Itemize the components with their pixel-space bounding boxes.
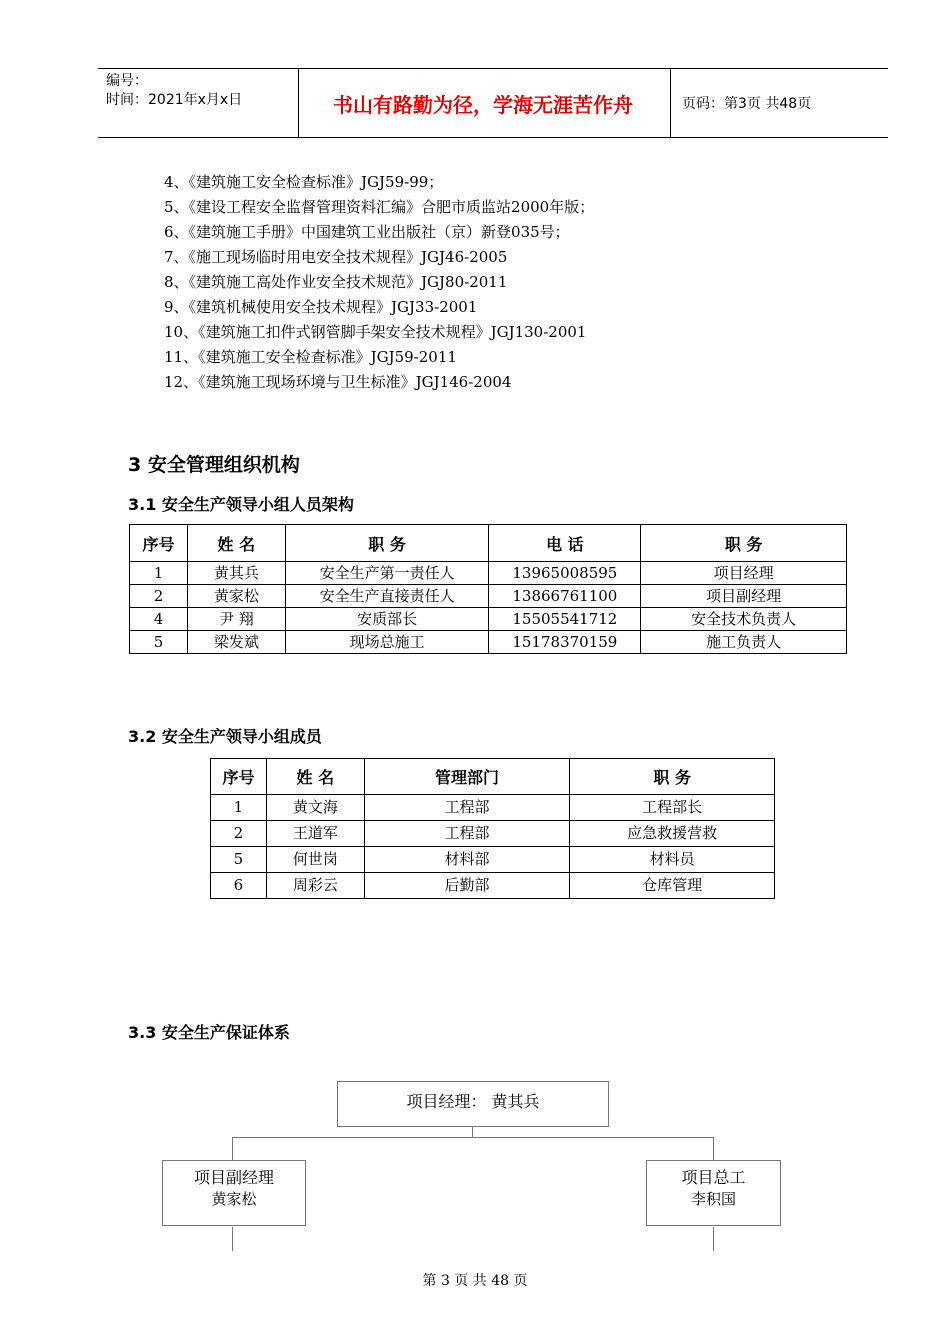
subsection-heading: 3.3 安全生产保证体系 — [128, 1023, 290, 1042]
org-connector — [713, 1227, 714, 1251]
table-cell: 4 — [130, 608, 188, 631]
org-box-name: 黄家松 — [211, 1190, 257, 1208]
header-page-info: 页码：第3页 共48页 — [682, 96, 812, 112]
table-cell: 工程部 — [364, 795, 570, 821]
reference-item: 12、《建筑施工现场环境与卫生标准》JGJ146-2004 — [164, 373, 512, 391]
column-header: 序号 — [130, 525, 188, 562]
table-cell: 安质部长 — [285, 608, 489, 631]
table-header-row — [211, 759, 775, 795]
table-cell: 应急救援营救 — [570, 821, 775, 847]
table-cell: 工程部长 — [570, 795, 775, 821]
table-cell: 13965008595 — [489, 562, 641, 585]
table-cell: 2 — [211, 821, 267, 847]
column-header: 管理部门 — [364, 759, 570, 795]
org-connector — [232, 1137, 714, 1138]
table-cell: 后勤部 — [364, 873, 570, 899]
column-header: 姓 名 — [266, 759, 364, 795]
table-cell: 5 — [130, 631, 188, 654]
table-row — [130, 585, 847, 608]
reference-item: 9、《建筑机械使用安全技术规程》JGJ33-2001 — [164, 298, 478, 316]
table-cell: 安全技术负责人 — [641, 608, 847, 631]
reference-item: 10、《建筑施工扣件式钢管脚手架安全技术规程》JGJ130-2001 — [164, 323, 587, 341]
page-footer: 第 3 页 共 48 页 — [422, 1273, 528, 1289]
reference-item: 5、《建设工程安全监督管理资料汇编》合肥市质监站2000年版； — [164, 198, 595, 216]
table-cell: 现场总施工 — [285, 631, 489, 654]
table-row — [211, 873, 775, 899]
org-connector — [232, 1227, 233, 1251]
reference-list — [164, 170, 594, 395]
table-cell: 黄其兵 — [187, 562, 285, 585]
table-cell: 15505541712 — [489, 608, 641, 631]
table-cell: 周彩云 — [266, 873, 364, 899]
table-cell: 仓库管理 — [570, 873, 775, 899]
subsection-heading: 3.2 安全生产领导小组成员 — [128, 727, 322, 746]
table-cell: 黄文海 — [266, 795, 364, 821]
column-header: 职 务 — [641, 525, 847, 562]
org-connector — [472, 1126, 473, 1137]
header-divider — [670, 69, 671, 137]
table-cell: 15178370159 — [489, 631, 641, 654]
table-row — [211, 795, 775, 821]
org-box-title: 项目副经理 — [193, 1168, 274, 1187]
reference-item: 6、《建筑施工手册》中国建筑工业出版社（京）新登035号； — [164, 223, 570, 241]
time-label: 时间：2021年x月x日 — [106, 92, 243, 108]
table-cell: 材料员 — [570, 847, 775, 873]
table-cell: 13866761100 — [489, 585, 641, 608]
leadership-structure-table — [129, 524, 847, 654]
org-connector — [713, 1137, 714, 1161]
code-label: 编号： — [106, 73, 148, 89]
table-cell: 项目经理 — [641, 562, 847, 585]
leadership-members-table — [210, 758, 775, 899]
org-box-project-manager — [337, 1081, 609, 1127]
page-header — [98, 68, 888, 138]
table-row — [211, 847, 775, 873]
header-motto: 书山有路勤为径，学海无涯苦作舟 — [333, 93, 633, 117]
org-box-deputy-manager — [162, 1160, 306, 1226]
table-cell: 安全生产直接责任人 — [285, 585, 489, 608]
table-cell: 施工负责人 — [641, 631, 847, 654]
column-header: 职 务 — [285, 525, 489, 562]
table-row — [130, 608, 847, 631]
column-header: 序号 — [211, 759, 267, 795]
reference-item: 8、《建筑施工高处作业安全技术规范》JGJ80-2011 — [164, 273, 508, 291]
table-cell: 6 — [211, 873, 267, 899]
column-header: 职 务 — [570, 759, 775, 795]
org-box-label: 项目经理： 黄其兵 — [406, 1092, 540, 1111]
reference-item: 7、《施工现场临时用电安全技术规程》JGJ46-2005 — [164, 248, 508, 266]
org-connector — [232, 1137, 233, 1161]
reference-item: 11、《建筑施工安全检查标准》JGJ59-2011 — [164, 348, 457, 366]
subsection-heading: 3.1 安全生产领导小组人员架构 — [128, 495, 354, 514]
table-header-row — [130, 525, 847, 562]
column-header: 姓 名 — [187, 525, 285, 562]
header-meta — [106, 72, 242, 110]
reference-item: 4、《建筑施工安全检查标准》JGJ59-99； — [164, 173, 444, 191]
table-cell: 1 — [130, 562, 188, 585]
table-cell: 黄家松 — [187, 585, 285, 608]
table-cell: 工程部 — [364, 821, 570, 847]
table-cell: 王道军 — [266, 821, 364, 847]
table-row — [211, 821, 775, 847]
table-cell: 2 — [130, 585, 188, 608]
org-box-chief-engineer — [646, 1160, 781, 1226]
table-cell: 材料部 — [364, 847, 570, 873]
table-row — [130, 562, 847, 585]
table-cell: 尹 翔 — [187, 608, 285, 631]
section-heading: 3 安全管理组织机构 — [128, 454, 300, 476]
org-box-name: 李积国 — [690, 1190, 736, 1208]
table-cell: 1 — [211, 795, 267, 821]
org-box-title: 项目总工 — [681, 1168, 746, 1187]
column-header: 电 话 — [489, 525, 641, 562]
table-cell: 5 — [211, 847, 267, 873]
table-cell: 梁发斌 — [187, 631, 285, 654]
table-cell: 安全生产第一责任人 — [285, 562, 489, 585]
table-cell: 何世岗 — [266, 847, 364, 873]
table-row — [130, 631, 847, 654]
table-cell: 项目副经理 — [641, 585, 847, 608]
